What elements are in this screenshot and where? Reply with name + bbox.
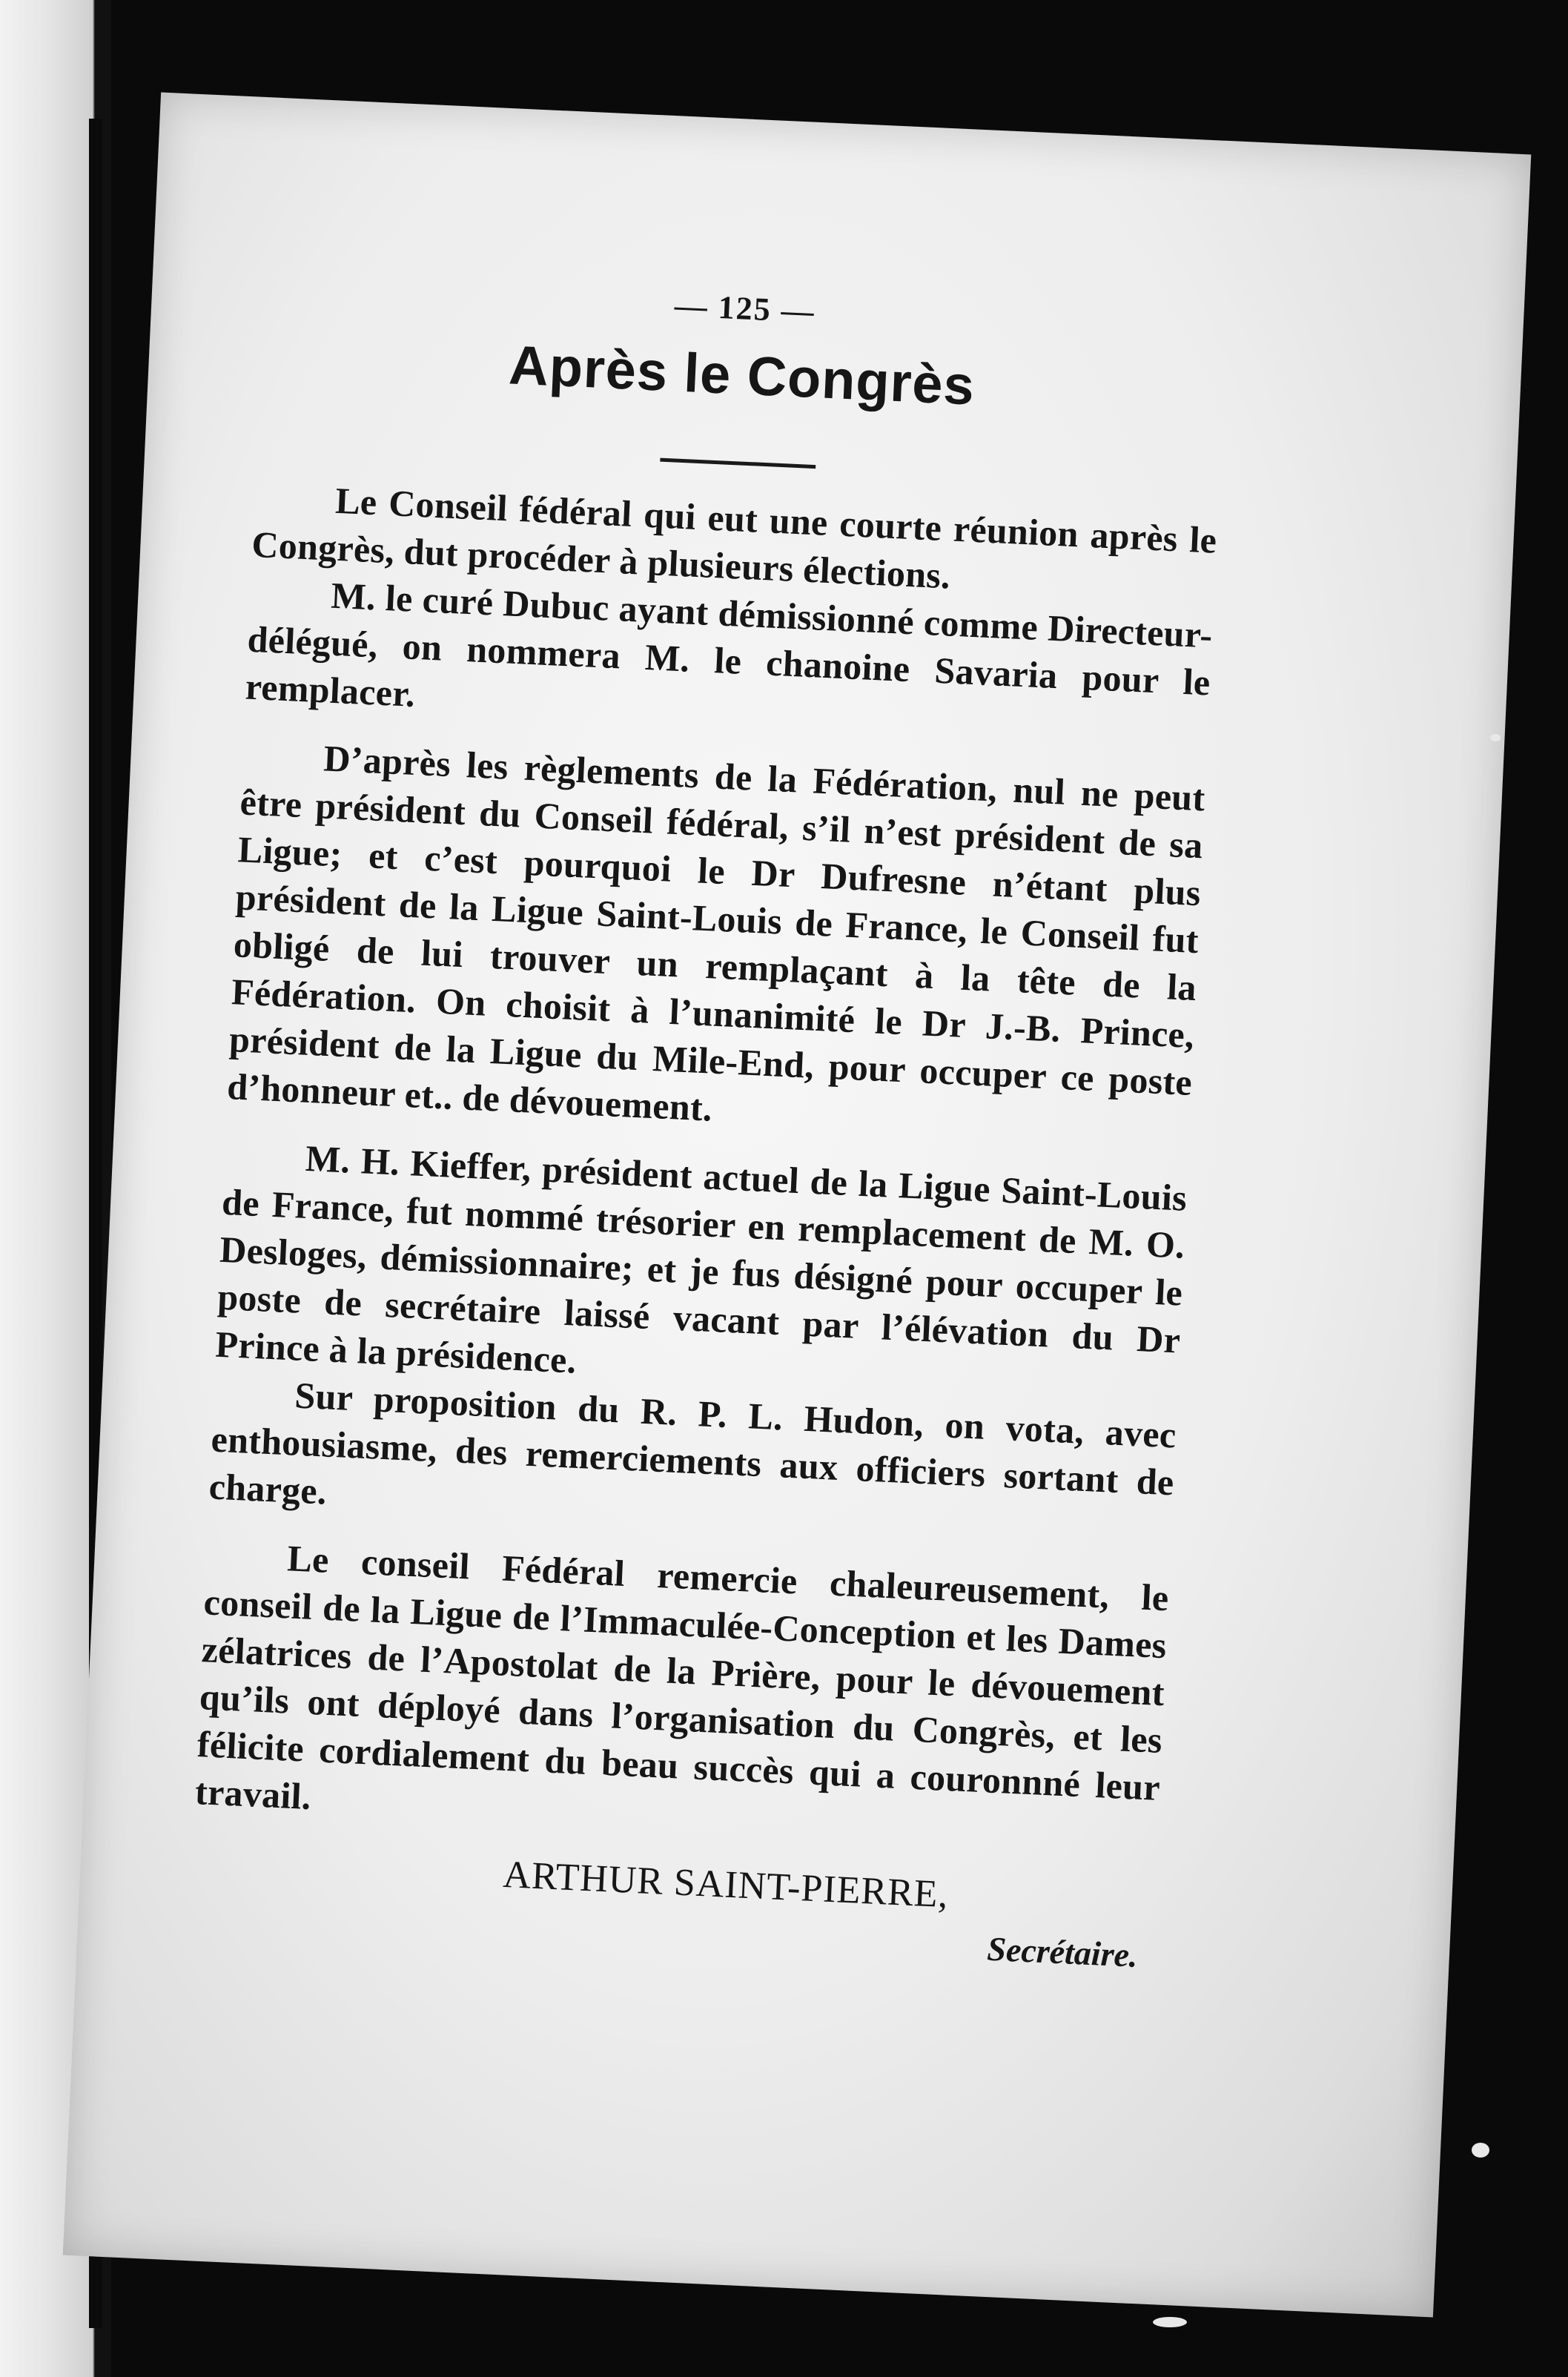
page-title: Après le Congrès	[507, 334, 976, 417]
title-divider	[660, 458, 816, 469]
paragraph-3: D’après les règlements de la Fédération, nul ne peut être président du Conseil fédéral, s’il n’est président de sa Ligue; et c’est pourquoi le Dr Dufresne n’étant plus président de la Ligue Saint-Louis de France, le Conseil fut obligé de lui trouver un remplaçant à la tête de la Fédération. On choisit à l’unanimité le Dr J.-B. Prince, président de la Ligue du Mile-End, pour occuper ce poste d’honneur et.. de dévouement.	[226, 737, 1206, 1129]
paragraph-1: Le Conseil fédéral qui eut une courte réunion après le Congrès, dut procéder à plusieurs élections.	[251, 479, 1218, 597]
page-content	[189, 268, 1228, 1976]
page-number: — 125 —	[673, 287, 816, 330]
paragraph-6: Le conseil Fédéral remercie chaleureusement, le conseil de la Ligue de l’Immaculée-Conception et les Dames zélatrices de l’Apostolat de la Prière, pour le dévouement qu’ils ont déployé dans l’organisation du Congrès, et les félicite cordialement du beau succès qui a couronnné leur travail.	[194, 1537, 1170, 1818]
scan-speck	[1490, 734, 1501, 741]
document-page	[63, 93, 1532, 2318]
signature-title: Secrétaire.	[986, 1929, 1139, 1974]
scan-speck	[1153, 2317, 1187, 2327]
paragraph-5: Sur proposition du R. P. L. Hudon, on vota, avec enthousiasme, des remerciements aux officiers sortant de charge.	[208, 1374, 1177, 1513]
signature-name: ARTHUR SAINT-PIERRE,	[502, 1853, 950, 1917]
scan-speck	[1472, 2143, 1489, 2158]
paragraph-4: M. H. Kieffer, président actuel de la Ligue Saint-Louis de France, fut nommé trésorier en remplacement de M. O. Desloges, démissionnaire; et je fus désigné pour occuper le poste de secrétaire laissé vacant par l’élévation du Dr Prince à la présidence.	[214, 1137, 1188, 1381]
paragraph-2: M. le curé Dubuc ayant démissionné comme Directeur-délégué, on nommera M. le chanoine Savaria pour le remplacer.	[244, 574, 1214, 715]
